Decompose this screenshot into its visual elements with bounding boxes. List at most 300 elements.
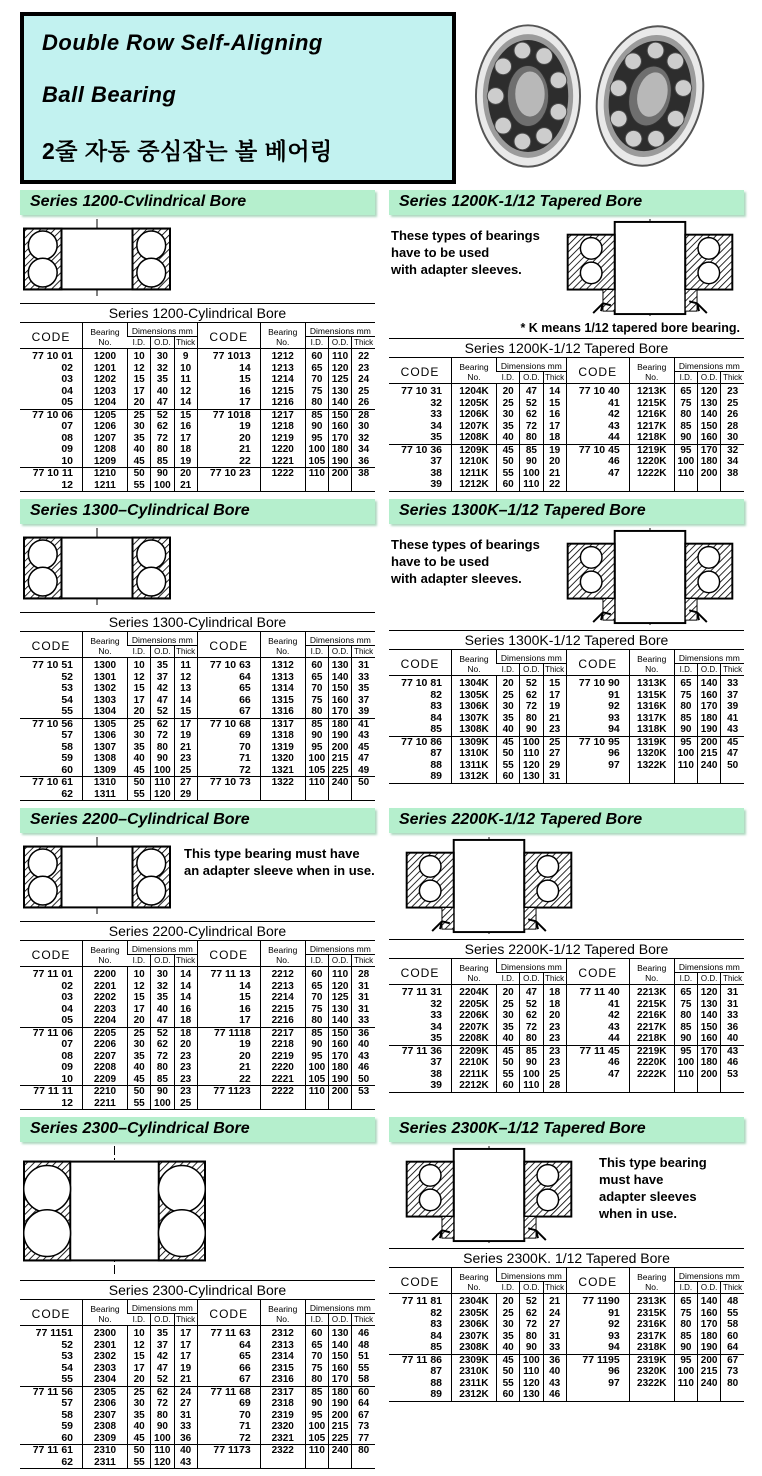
table-cell: 95 (305, 433, 328, 445)
table-cell (566, 479, 629, 491)
table-cell: 2306K (452, 1319, 497, 1331)
table-cell: 43 (566, 421, 629, 433)
table-cell (629, 1389, 674, 1401)
table-cell (674, 1080, 697, 1092)
table-cell: 1305 (83, 718, 128, 730)
table-cell (329, 789, 352, 801)
table-cell: 41 (566, 999, 629, 1011)
table-row (389, 1342, 744, 1354)
table-cell: 72 (151, 433, 174, 445)
table-cell: 17 (128, 1004, 151, 1016)
table-cell: 80 (305, 1015, 328, 1027)
table-cell: 82 (430, 1306, 442, 1319)
code-column-header: CODE (400, 1275, 440, 1289)
table-cell: 170 (329, 1051, 352, 1063)
table-cell: 32 (430, 396, 442, 409)
table-title: Series 1200K-1/12 Tapered Bore (389, 338, 744, 357)
table-cell: 2215 (260, 1004, 305, 1016)
table-row (20, 992, 375, 1004)
table-cell: 07 (61, 1038, 73, 1050)
table-cell: 2202 (83, 992, 128, 1004)
series-sections-grid (20, 190, 746, 1476)
table-cell: 100 (305, 1062, 328, 1074)
table-cell: 100 (674, 456, 697, 468)
table-cell: 100 (520, 736, 543, 748)
table-cell: 1320K (629, 748, 674, 760)
table-cell: 25 (543, 1069, 566, 1081)
table-cell: 32 (151, 981, 174, 993)
table-row (389, 1294, 744, 1308)
table-row (389, 384, 744, 398)
table-cell: 85 (151, 1074, 174, 1086)
table-cell: 40 (721, 1033, 744, 1045)
table-cell: 110 (305, 1445, 328, 1457)
table-title: Series 2200-Cylindrical Bore (20, 921, 375, 940)
table-cell: 60 (61, 763, 73, 776)
table-cell: 60 (305, 658, 328, 672)
table-cell: 54 (61, 693, 73, 706)
table-cell (721, 1080, 744, 1092)
table-cell: 1221 (260, 456, 305, 468)
table-cell: 72 (520, 1022, 543, 1034)
table-row (389, 1057, 744, 1069)
table-cell: 80 (674, 409, 697, 421)
table-cell (352, 789, 375, 801)
table-cell: 21 (543, 713, 566, 725)
table-cell: 77 1173 (197, 1445, 260, 1457)
bearing-photos (474, 12, 704, 174)
table-cell: 93 (566, 713, 629, 725)
table-cell: 170 (698, 701, 721, 713)
table-cell: 2322 (260, 1445, 305, 1457)
table-cell: 1312K (452, 771, 497, 783)
table-cell: 14 (174, 981, 197, 993)
table-cell: 180 (329, 1386, 352, 1398)
table-cell: 47 (520, 985, 543, 999)
table-cell: 170 (698, 444, 721, 456)
table-cell: 1217K (629, 421, 674, 433)
table-cell: 1306 (83, 730, 128, 742)
table-cell: 2219 (260, 1051, 305, 1063)
table-cell: 84 (430, 711, 442, 724)
table-cell: 77 11 86 (389, 1354, 452, 1366)
table-cell: 1312 (260, 658, 305, 672)
table-cell: 94 (566, 724, 629, 736)
table-cell: 1315K (629, 690, 674, 702)
table-cell: 62 (151, 1386, 174, 1398)
table-row (20, 1326, 375, 1340)
table-cell: 14 (174, 992, 197, 1004)
table-cell (305, 480, 328, 492)
bearing-dimensions-table (20, 940, 375, 1110)
table-cell: 23 (352, 363, 375, 375)
table-cell: 23 (174, 1086, 197, 1098)
table-row (20, 1051, 375, 1063)
table-cell: 77 11 01 (32, 968, 73, 980)
table-cell (721, 479, 744, 491)
table-cell: 11 (174, 658, 197, 672)
table-cell: 31 (352, 1004, 375, 1016)
table-cell: 80 (520, 1331, 543, 1343)
table-cell: 12 (128, 363, 151, 375)
table-cell: 93 (566, 1331, 629, 1343)
table-cell: 02 (61, 979, 73, 992)
table-cell: 77 10 95 (566, 736, 629, 748)
table-cell: 1303 (83, 695, 128, 707)
table-cell: 36 (721, 1022, 744, 1034)
table-cell (352, 1457, 375, 1469)
table-cell: 130 (329, 658, 352, 672)
table-cell: 130 (520, 771, 543, 783)
table-cell: 1212 (260, 349, 305, 363)
table-cell: 85 (151, 456, 174, 468)
table-cell: 21 (174, 1374, 197, 1386)
table-cell: 95 (674, 1045, 697, 1057)
table-cell (329, 1457, 352, 1469)
table-cell: 77 1118 (197, 1027, 260, 1039)
table-cell: 45 (497, 444, 520, 456)
code-column-header: CODE (400, 365, 440, 379)
table-cell: 37 (721, 690, 744, 702)
table-cell: 41 (721, 713, 744, 725)
dimension-subheader: I.D. (674, 1282, 697, 1294)
table-cell: 25 (497, 1308, 520, 1320)
table-cell: 60 (497, 479, 520, 491)
series-banner-title: Series 2200–Cylindrical Bore (30, 811, 250, 828)
table-cell: 110 (329, 967, 352, 981)
table-cell: 72 (197, 1433, 260, 1445)
table-cell: 77 10 06 (20, 409, 83, 421)
table-cell: 50 (497, 748, 520, 760)
table-cell: 85 (305, 409, 328, 421)
dimensions-column-header: Dimensions mm (305, 1300, 375, 1314)
table-cell: 44 (566, 432, 629, 444)
table-cell: 85 (520, 444, 543, 456)
table-cell: 120 (520, 1378, 543, 1390)
table-cell: 31 (352, 992, 375, 1004)
table-cell: 1318K (629, 724, 674, 736)
table-cell: 25 (128, 1386, 151, 1398)
usage-note (391, 528, 540, 587)
bearing-cross-section-tapered-icon (552, 219, 748, 317)
table-cell: 10 (128, 658, 151, 672)
table-cell: 77 10 01 (32, 350, 73, 362)
table-cell (721, 771, 744, 783)
table-cell: 71 (197, 753, 260, 765)
table-cell: 53 (61, 1350, 73, 1362)
table-cell: 77 10 23 (197, 468, 260, 480)
table-cell: 160 (698, 1033, 721, 1045)
table-cell: 2204K (452, 985, 497, 999)
table-cell: 90 (674, 724, 697, 736)
table-cell: 1217 (260, 409, 305, 421)
table-cell (305, 1098, 328, 1110)
table-cell: 16 (174, 1004, 197, 1016)
table-cell: 85 (430, 1341, 442, 1353)
table-cell: 110 (520, 748, 543, 760)
code-column-header: CODE (566, 959, 629, 985)
table-cell: 1321 (260, 765, 305, 777)
table-row (20, 1004, 375, 1016)
table-cell: 110 (305, 1086, 328, 1098)
table-cell: 130 (329, 386, 352, 398)
bearing-no-column-header: Bearing No. (629, 358, 674, 384)
table-cell: 180 (698, 1057, 721, 1069)
table-cell: 55 (128, 1098, 151, 1110)
table-cell: 190 (329, 1398, 352, 1410)
table-cell: 16 (174, 421, 197, 433)
table-cell: 2307 (83, 1410, 128, 1422)
table-cell: 1211K (452, 468, 497, 480)
table-row (20, 1074, 375, 1086)
bearing-no-column-header: Bearing No. (83, 1300, 128, 1326)
table-cell (352, 480, 375, 492)
table-cell: 29 (543, 760, 566, 772)
table-header-row (389, 959, 744, 973)
table-cell: 240 (329, 777, 352, 789)
table-cell: 35 (497, 421, 520, 433)
table-cell: 55 (61, 705, 73, 717)
table-cell: 2206K (452, 1010, 497, 1022)
table-cell: 33 (543, 1342, 566, 1354)
table-cell: 66 (197, 1363, 260, 1375)
table-cell: 47 (151, 397, 174, 409)
code-column-header: CODE (31, 948, 71, 962)
series-section-5 (20, 808, 375, 1110)
series-section-2 (389, 190, 744, 492)
table-cell: 05 (61, 1014, 73, 1026)
table-cell: 65 (674, 676, 697, 690)
table-cell: 05 (61, 396, 73, 408)
table-cell: 65 (674, 384, 697, 398)
table-cell: 77 11 81 (401, 1295, 442, 1307)
table-cell: 96 (566, 748, 629, 760)
table-cell: 100 (305, 1421, 328, 1433)
dimension-subheader: O.D. (329, 955, 352, 967)
table-cell: 42 (566, 1010, 629, 1022)
table-cell: 16 (197, 1004, 260, 1016)
table-cell: 1307K (452, 713, 497, 725)
table-cell: 45 (128, 765, 151, 777)
bearing-dimensions-table (389, 958, 744, 1093)
figure-row (22, 837, 375, 917)
table-cell: 120 (698, 985, 721, 999)
usage-note-line: with adapter sleeves. (391, 262, 522, 277)
table-cell: 15 (128, 374, 151, 386)
table-cell: 12 (128, 672, 151, 684)
table-cell: 77 1018 (197, 409, 260, 421)
table-row (20, 695, 375, 707)
table-cell: 160 (698, 690, 721, 702)
table-cell: 23 (543, 724, 566, 736)
table-cell: 46 (566, 456, 629, 468)
table-cell: 90 (674, 1033, 697, 1045)
table-cell: 200 (698, 1354, 721, 1366)
table-cell: 240 (329, 1445, 352, 1457)
table-row (20, 374, 375, 386)
dimensions-column-header: Dimensions mm (674, 1268, 744, 1282)
table-cell: 58 (352, 1374, 375, 1386)
table-cell: 170 (698, 1319, 721, 1331)
table-title: Series 1300K-1/12 Tapered Bore (389, 630, 744, 649)
table-cell: 26 (352, 397, 375, 409)
table-cell: 34 (721, 456, 744, 468)
table-cell: 100 (674, 748, 697, 760)
table-cell: 43 (352, 1051, 375, 1063)
table-cell: 225 (329, 1433, 352, 1445)
usage-note-line: These types of bearings (391, 228, 540, 243)
table-cell: 62 (520, 690, 543, 702)
table-cell: 22 (352, 349, 375, 363)
table-cell: 57 (61, 729, 73, 741)
table-cell: 30 (721, 432, 744, 444)
table-cell: 04 (61, 1002, 73, 1015)
table-cell: 1205 (83, 409, 128, 421)
table-cell: 110 (674, 468, 697, 480)
table-cell: 2316 (260, 1374, 305, 1386)
table-cell: 55 (497, 468, 520, 480)
table-header-row (389, 1268, 744, 1282)
series-banner-title: Series 1200-Cvlindrical Bore (30, 193, 247, 210)
table-row (389, 468, 744, 480)
table-cell: 27 (174, 777, 197, 789)
table-cell: 46 (352, 1326, 375, 1340)
table-cell: 160 (329, 1363, 352, 1375)
table-cell: 120 (151, 1457, 174, 1469)
table-cell: 1313 (260, 672, 305, 684)
table-cell: 120 (520, 760, 543, 772)
table-cell: 90 (151, 1421, 174, 1433)
table-cell: 40 (151, 386, 174, 398)
table-cell: 62 (61, 787, 73, 800)
table-row (20, 1351, 375, 1363)
table-cell: 1205K (452, 398, 497, 410)
table-cell: 03 (61, 991, 73, 1003)
usage-note-line: must have (599, 1172, 664, 1187)
table-cell: 1211 (83, 480, 128, 492)
table-cell: 64 (352, 1398, 375, 1410)
table-cell: 66 (197, 695, 260, 707)
table-cell: 95 (305, 742, 328, 754)
table-row (20, 967, 375, 981)
table-cell: 65 (674, 985, 697, 999)
table-cell: 100 (520, 1069, 543, 1081)
table-cell: 82 (430, 688, 442, 701)
table-cell: 105 (305, 765, 328, 777)
table-cell: 150 (329, 683, 352, 695)
table-cell: 77 10 36 (389, 444, 452, 456)
table-cell: 77 10 68 (197, 718, 260, 730)
table-row (389, 713, 744, 725)
code-column-header: CODE (197, 941, 260, 967)
table-cell: 125 (329, 992, 352, 1004)
table-row (389, 690, 744, 702)
table-cell: 25 (543, 736, 566, 748)
table-cell: 35 (128, 742, 151, 754)
table-row (20, 1086, 375, 1098)
table-cell: 100 (520, 1354, 543, 1366)
table-cell: 21 (197, 444, 260, 456)
dimensions-column-header: Dimensions mm (128, 1300, 198, 1314)
table-cell: 73 (721, 1366, 744, 1378)
table-row (389, 1366, 744, 1378)
dimension-subheader: O.D. (151, 337, 174, 349)
table-cell: 1206 (83, 421, 128, 433)
table-cell: 2211K (452, 1069, 497, 1081)
dimensions-column-header: Dimensions mm (674, 959, 744, 973)
page-title-line-1: Double Row Self-Aligning (42, 30, 323, 55)
table-cell: 35 (352, 683, 375, 695)
table-cell: 35 (497, 1022, 520, 1034)
dimensions-column-header: Dimensions mm (674, 358, 744, 372)
table-row (20, 1410, 375, 1422)
table-cell: 2216K (629, 1010, 674, 1022)
table-row (20, 718, 375, 730)
bearing-cross-section-cylindrical-icon (22, 528, 172, 608)
table-cell: 2304K (452, 1294, 497, 1308)
table-cell: 130 (329, 1326, 352, 1340)
dimension-subheader: Thick (543, 664, 566, 676)
table-cell: 37 (151, 1340, 174, 1352)
bearing-cross-section-tapered-icon (552, 528, 748, 626)
table-cell: 41 (352, 718, 375, 730)
table-cell: 1213 (260, 363, 305, 375)
code-column-header: CODE (197, 1300, 260, 1326)
bearing-no-column-header: Bearing No. (452, 959, 497, 985)
table-cell: 170 (698, 1045, 721, 1057)
table-cell: 73 (352, 1421, 375, 1433)
table-cell: 110 (520, 479, 543, 491)
table-cell: 35 (430, 1032, 442, 1044)
table-cell: 42 (566, 409, 629, 421)
table-cell: 2317 (260, 1386, 305, 1398)
table-cell: 77 10 56 (20, 718, 83, 730)
bearing-dimensions-table (20, 322, 375, 492)
title-box (20, 12, 456, 184)
table-cell: 23 (543, 1045, 566, 1057)
table-cell: 47 (151, 1363, 174, 1375)
table-cell: 52 (520, 676, 543, 690)
dimension-subheader: I.D. (305, 1314, 328, 1326)
table-cell: 40 (151, 1004, 174, 1016)
table-cell: 22 (197, 1074, 260, 1086)
table-row (389, 1308, 744, 1320)
table-cell: 60 (497, 1080, 520, 1092)
bearing-dimensions-table (20, 631, 375, 801)
table-cell: 52 (151, 1027, 174, 1039)
table-cell: 21 (197, 1062, 260, 1074)
table-cell: 72 (151, 730, 174, 742)
dimension-subheader: O.D. (698, 372, 721, 384)
table-cell: 2207 (83, 1051, 128, 1063)
dimension-subheader: O.D. (329, 337, 352, 349)
table-cell: 25 (497, 690, 520, 702)
table-cell: 89 (430, 1388, 442, 1400)
table-cell: 190 (329, 456, 352, 468)
table-cell: 27 (174, 1398, 197, 1410)
table-cell: 15 (128, 992, 151, 1004)
table-cell: 30 (128, 1039, 151, 1051)
table-cell: 53 (61, 682, 73, 694)
table-cell: 10 (128, 1326, 151, 1340)
table-cell: 1322K (629, 760, 674, 772)
table-cell (698, 1389, 721, 1401)
table-cell: 85 (305, 1386, 328, 1398)
table-cell (197, 480, 260, 492)
table-row (389, 676, 744, 690)
table-cell: 55 (128, 1457, 151, 1469)
table-cell: 77 1151 (35, 1327, 73, 1339)
